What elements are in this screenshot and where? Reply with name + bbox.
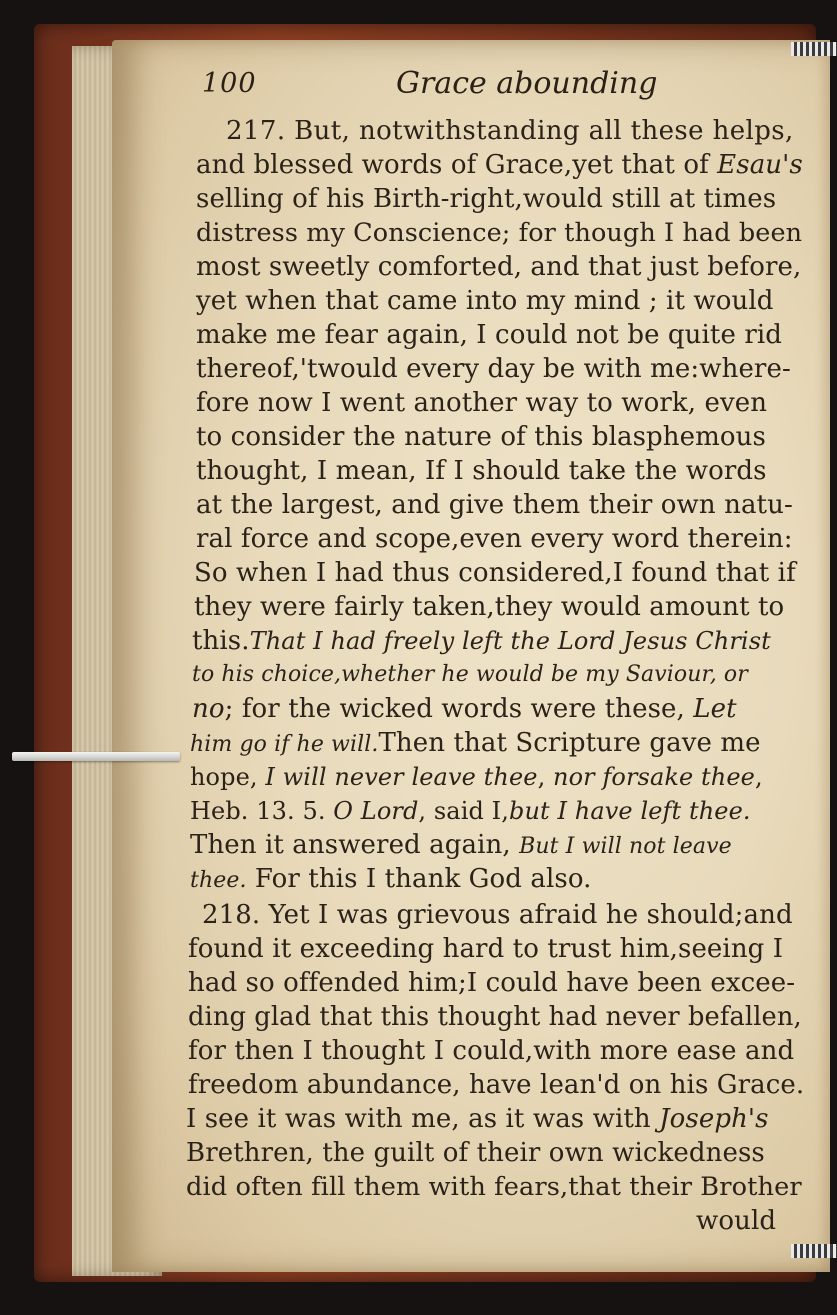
line-segment: at the largest, and give them their own natu- xyxy=(196,490,793,520)
line-segment-italic: no xyxy=(192,694,225,724)
line-segment: 218. Yet I was grievous afraid he should;and xyxy=(202,900,793,930)
line-segment: Brethren, the guilt of their own wickedness xyxy=(186,1138,765,1168)
line-segment-italic: Esau's xyxy=(717,150,803,180)
text-line xyxy=(196,352,791,386)
line-segment-italic: but I have left thee. xyxy=(508,797,751,825)
text-line xyxy=(196,216,802,250)
line-segment: For this I thank God also. xyxy=(246,864,592,894)
line-segment: did often fill them with fears,that their Brother xyxy=(186,1172,802,1202)
line-segment-italic: thee. xyxy=(190,868,247,893)
line-segment: for then I thought I could,with more ease and xyxy=(188,1036,795,1066)
line-segment: ; for the wicked words were these, xyxy=(224,694,694,724)
text-line xyxy=(190,828,732,864)
text-line xyxy=(202,898,793,932)
text-line xyxy=(188,1068,804,1102)
text-line xyxy=(186,1102,769,1136)
line-segment: selling of his Birth-right,would still at times xyxy=(196,184,777,214)
text-line xyxy=(190,862,592,898)
line-segment: would xyxy=(696,1206,777,1236)
text-line xyxy=(196,522,793,556)
line-segment: , xyxy=(754,763,763,791)
line-segment: 217. But, notwithstanding all these helps, xyxy=(226,116,794,146)
running-title: Grace abounding xyxy=(396,66,658,101)
line-segment: ral force and scope,even every word therein: xyxy=(196,524,793,554)
line-segment-italic: But I will not leave xyxy=(519,834,732,859)
text-line xyxy=(188,1000,802,1034)
line-segment-italic: to his choice,whether he would be my Saviour, or xyxy=(192,662,748,687)
line-segment: and blessed words of Grace,yet that of xyxy=(196,150,718,180)
text-line xyxy=(192,692,737,726)
line-segment: fore now I went another way to work, even xyxy=(196,388,768,418)
text-line xyxy=(196,488,793,522)
text-line xyxy=(196,420,766,454)
line-segment-italic: O Lord xyxy=(333,797,419,825)
text-line xyxy=(196,148,803,182)
line-segment-italic: Joseph's xyxy=(659,1104,769,1134)
text-line xyxy=(196,318,782,352)
text-line xyxy=(196,250,801,284)
line-segment: thought, I mean, If I should take the words xyxy=(196,456,767,486)
page-number: 100 xyxy=(202,68,257,99)
text-line xyxy=(196,182,776,216)
text-line xyxy=(188,1034,794,1068)
text-line xyxy=(188,966,795,1000)
line-segment: , said I, xyxy=(418,797,509,825)
text-line xyxy=(194,590,784,624)
text-line xyxy=(190,794,751,828)
line-segment-italic: nor forsake thee xyxy=(553,763,755,791)
line-segment: I see it was with me, as it was with xyxy=(186,1104,660,1134)
line-segment: most sweetly comforted, and that just before, xyxy=(196,252,802,282)
text-line xyxy=(186,1170,802,1204)
line-segment: to consider the nature of this blasphemous xyxy=(196,422,766,452)
line-segment: make me fear again, I could not be quite rid xyxy=(196,320,783,350)
catchword xyxy=(696,1204,776,1238)
text-line xyxy=(196,454,767,488)
text-line xyxy=(190,760,763,794)
line-segment-italic: I will never leave thee xyxy=(265,763,538,791)
line-segment: freedom abundance, have lean'd on his Grace. xyxy=(188,1070,805,1100)
line-segment: Then that Scripture gave me xyxy=(378,728,761,758)
text-line xyxy=(186,1136,765,1170)
line-segment: they were fairly taken,they would amount to xyxy=(194,592,785,622)
line-segment: this. xyxy=(192,626,250,656)
line-segment: had so offended him;I could have been excee- xyxy=(188,968,796,998)
line-segment: found it exceeding hard to trust him,seeing I xyxy=(188,934,784,964)
line-segment-italic: That I had freely left the Lord Jesus Christ xyxy=(249,627,771,655)
line-segment: hope, xyxy=(190,763,266,791)
text-line xyxy=(192,624,771,658)
line-segment: , xyxy=(537,763,554,791)
text-line xyxy=(226,114,794,148)
line-segment: Then it answered again, xyxy=(190,830,520,860)
text-line xyxy=(196,284,773,318)
line-segment: thereof,'twould every day be with me:where- xyxy=(196,354,791,384)
line-segment: So when I had thus considered,I found that if xyxy=(194,558,796,588)
text-line xyxy=(194,556,796,590)
text-line xyxy=(192,658,748,692)
line-segment: yet when that came into my mind ; it would xyxy=(196,286,774,316)
line-segment-italic: Let xyxy=(693,694,737,724)
line-segment: ding glad that this thought had never befallen, xyxy=(188,1002,802,1032)
text-line xyxy=(190,726,761,762)
line-segment-italic: him go if he will. xyxy=(190,732,379,757)
line-segment: Heb. 13. 5. xyxy=(190,797,334,825)
text-line xyxy=(188,932,783,966)
text-line xyxy=(196,386,767,420)
line-segment: distress my Conscience; for though I had been xyxy=(196,218,803,248)
